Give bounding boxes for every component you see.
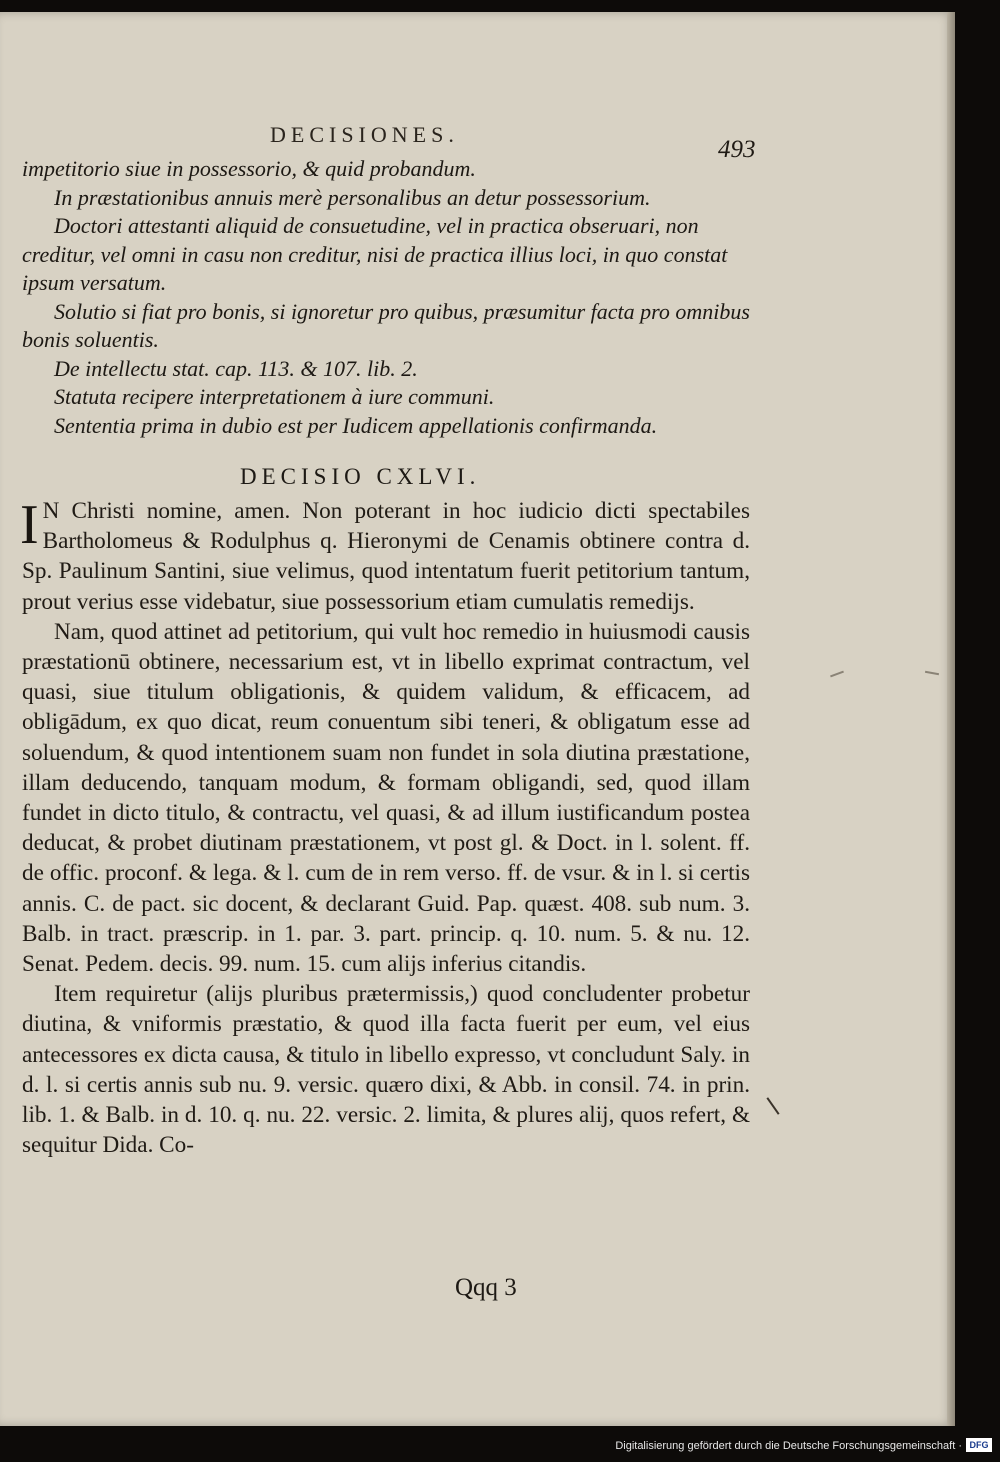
catchword: Qqq 3 <box>455 1274 517 1301</box>
paragraph: Nam, quod attinet ad petitorium, qui vult hoc remedio in huiusmodi causis præstationū obtinere, necessarium est, vt in libello exprimat contractum, vel quasi, siue titulum obligationis, & quidem validum, & efficacem, ad obligādum, ex quo dicat, reum conuentum sibi teneri, & obligatum esse ad soluendum, & quod intentionem suam non fundet in sola diutina præstatione, illam deducendo, tanquam modum, & formam obligandi, sed, quod illam fundet in dicto titulo, & contractu, vel quasi, & ad illum iustificandum postea deducat, & probet diutinam præstationem, vt post gl. & Doct. in l. solent. ff. de offic. proconf. & lega. & l. cum de in rem verso. ff. de vsur. & in l. si certis annis. C. de pact. sic docent, & declarant Guid. Pap. quæst. 408. sub num. 3. Balb. in tract. præscrip. in 1. par. 3. part. princip. q. 10. num. 5. & nu. 12. Senat. Pedem. decis. 99. num. 15. cum alijs inferius citandis. <box>22 618 750 978</box>
dfg-logo: DFG <box>966 1438 992 1452</box>
decision-heading: DECISIO CXLVI. <box>240 464 481 489</box>
page-number: 493 <box>718 136 756 163</box>
margin-mark <box>766 1097 779 1115</box>
summary-line: Doctori attestanti aliquid de consuetudine, vel in practica obseruari, non creditur, vel omni in casu non creditur, nisi de practica illius loci, in quo constat ipsum versatum. <box>22 213 728 295</box>
paragraph <box>22 496 750 617</box>
decision-summary <box>22 155 762 440</box>
summary-line: Solutio si fiat pro bonis, si ignoretur pro quibus, præsumitur facta pro omnibus bonis soluentis. <box>22 298 750 352</box>
footer-credit: Digitalisierung gefördert durch die Deutsche Forschungsgemeinschaft · <box>615 1440 962 1452</box>
summary-line: impetitorio siue in possessorio, & quid probandum. <box>22 156 476 181</box>
summary-line: In præstationibus annuis merè personalibus an detur possessorium. <box>54 184 651 210</box>
running-title: DECISIONES. <box>270 122 459 147</box>
paragraph-text: N Christi nomine, amen. Non poterant in hoc iudicio dicti spectabiles Bartholomeus & Rodulphus q. Hieronymi de Cenamis obtinere contra d. Sp. Paulinum Santini, siue velimus, quod intentatum fuerit petitorium tantum, prout verius esse videbatur, siue possessorium etiam cumulatis remedijs. <box>22 498 750 615</box>
book-page <box>0 12 955 1426</box>
page-edge <box>947 12 955 1426</box>
margin-mark <box>925 671 939 675</box>
margin-mark <box>830 671 844 678</box>
summary-line: De intellectu stat. cap. 113. & 107. lib. 2. <box>54 355 418 381</box>
paragraph: Item requiretur (alijs pluribus prætermissis,) quod concludenter probetur diutina, & vniformis præstatio, & quod illa facta fuerit per eum, vel eius antecessores ex dicta causa, & titulo in libello expresso, vt concludunt Saly. in d. l. si certis annis sub nu. 9. versic. quæro dixi, & Abb. in consil. 74. in prin. lib. 1. & Balb. in d. 10. q. nu. 22. versic. 2. limita, & plures alij, quos refert, & sequitur Dida. Co- <box>22 981 750 1159</box>
drop-cap: I <box>20 494 39 556</box>
summary-line: Statuta recipere interpretationem à iure communi. <box>54 384 495 409</box>
decision-body <box>22 496 750 1160</box>
summary-line: Sententia prima in dubio est per Iudicem appellationis confirmanda. <box>54 412 658 438</box>
